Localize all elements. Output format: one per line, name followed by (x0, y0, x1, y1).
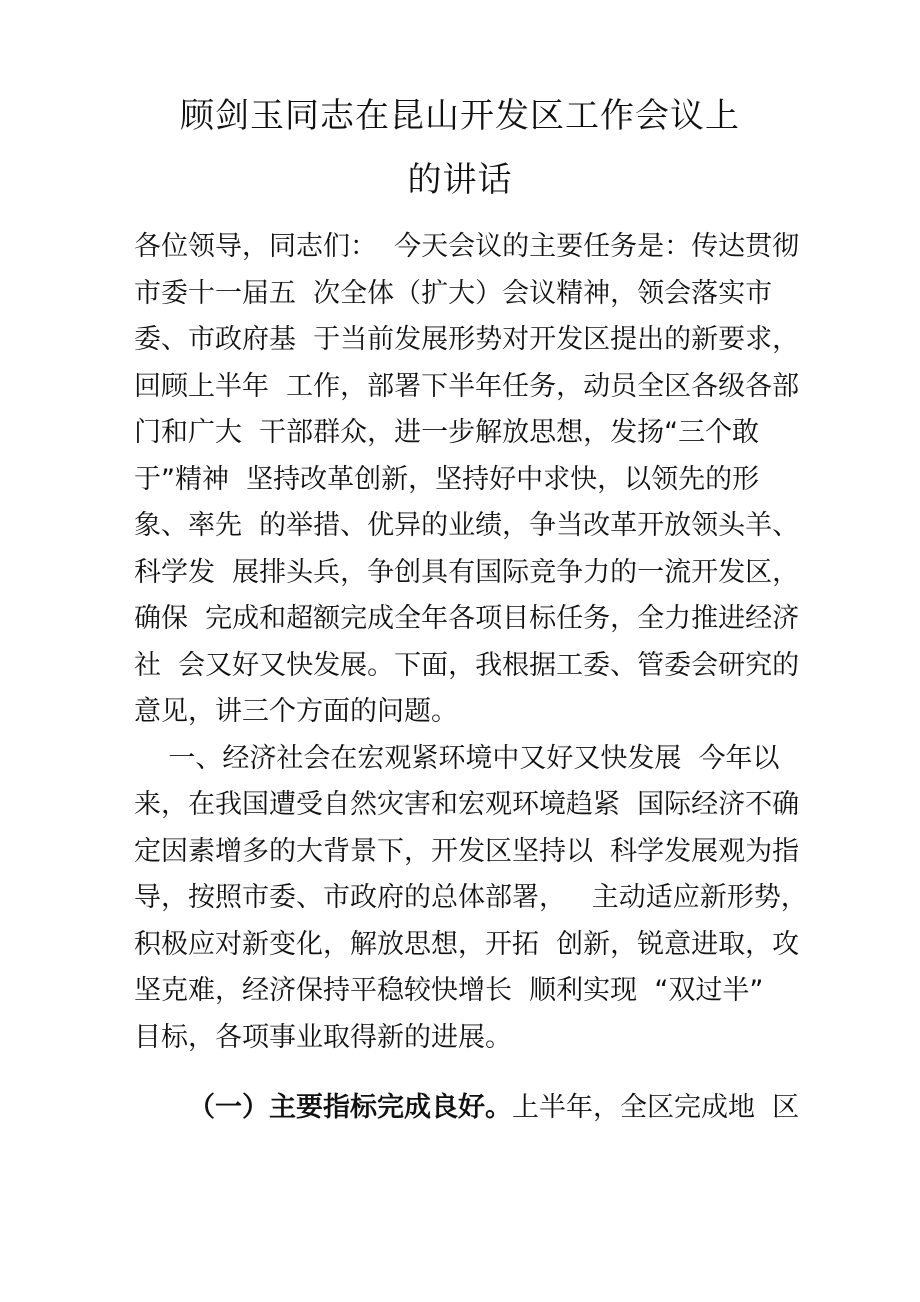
body-line-14: 定因素增多的大背景下，开发区坚持以 科学发展观为指 (134, 836, 800, 867)
body-line-7: 象、率先 的举措、优异的业绩，争当改革开放领头羊、 (134, 510, 800, 541)
section-heading-bold: （一）主要指标完成良好。 (188, 1092, 512, 1123)
body-line-13: 来，在我国遭受自然灾害和宏观环境趋紧 国际经济不确 (134, 789, 800, 820)
body-line-18: 目标，各项事业取得新的进展。 (134, 1022, 512, 1053)
body-line-11: 意见，讲三个方面的问题。 (134, 696, 458, 727)
body-line-2: 市委十一届五 次全体（扩大）会议精神，领会落实市 (134, 278, 773, 309)
body-line-10: 社 会又好又快发展。下面，我根据工委、管委会研究的 (134, 650, 800, 681)
body-line-3: 委、市政府基 于当前发展形势对开发区提出的新要求， (134, 324, 800, 355)
body-line-9: 确保 完成和超额完成全年各项目标任务，全力推进经济 (134, 603, 800, 634)
document-title-line-1: 顾剑玉同志在昆山开发区工作会议上 (180, 96, 740, 136)
section-heading-rest: 上半年，全区完成地 区 (512, 1092, 800, 1123)
body-line-8: 科学发 展排头兵，争创具有国际竞争力的一流开发区， (134, 557, 800, 588)
body-line-16: 积极应对新变化，解放思想，开拓 创新，锐意进取，攻 (134, 929, 800, 960)
body-line-4: 回顾上半年 工作，部署下半年任务，动员全区各级各部 (134, 371, 800, 402)
body-line-6: 于”精神 坚持改革创新，坚持好中求快，以领先的形 (134, 464, 760, 495)
body-line-1: 各位领导，同志们： 今天会议的主要任务是：传达贯彻 (134, 231, 800, 262)
body-line-12: 一、经济社会在宏观紧环境中又好又快发展 今年以 (134, 743, 780, 774)
body-line-5: 门和广大 干部群众，进一步解放思想，发扬“三个敢 (134, 417, 760, 448)
document-title-line-2: 的讲话 (407, 160, 513, 200)
body-line-15: 导，按照市委、市政府的总体部署， 主动适应新形势， (134, 882, 808, 913)
section-heading-line (188, 1094, 799, 1121)
body-line-17: 坚克难，经济保持平稳较快增长 顺利实现 “双过半” (134, 975, 764, 1006)
